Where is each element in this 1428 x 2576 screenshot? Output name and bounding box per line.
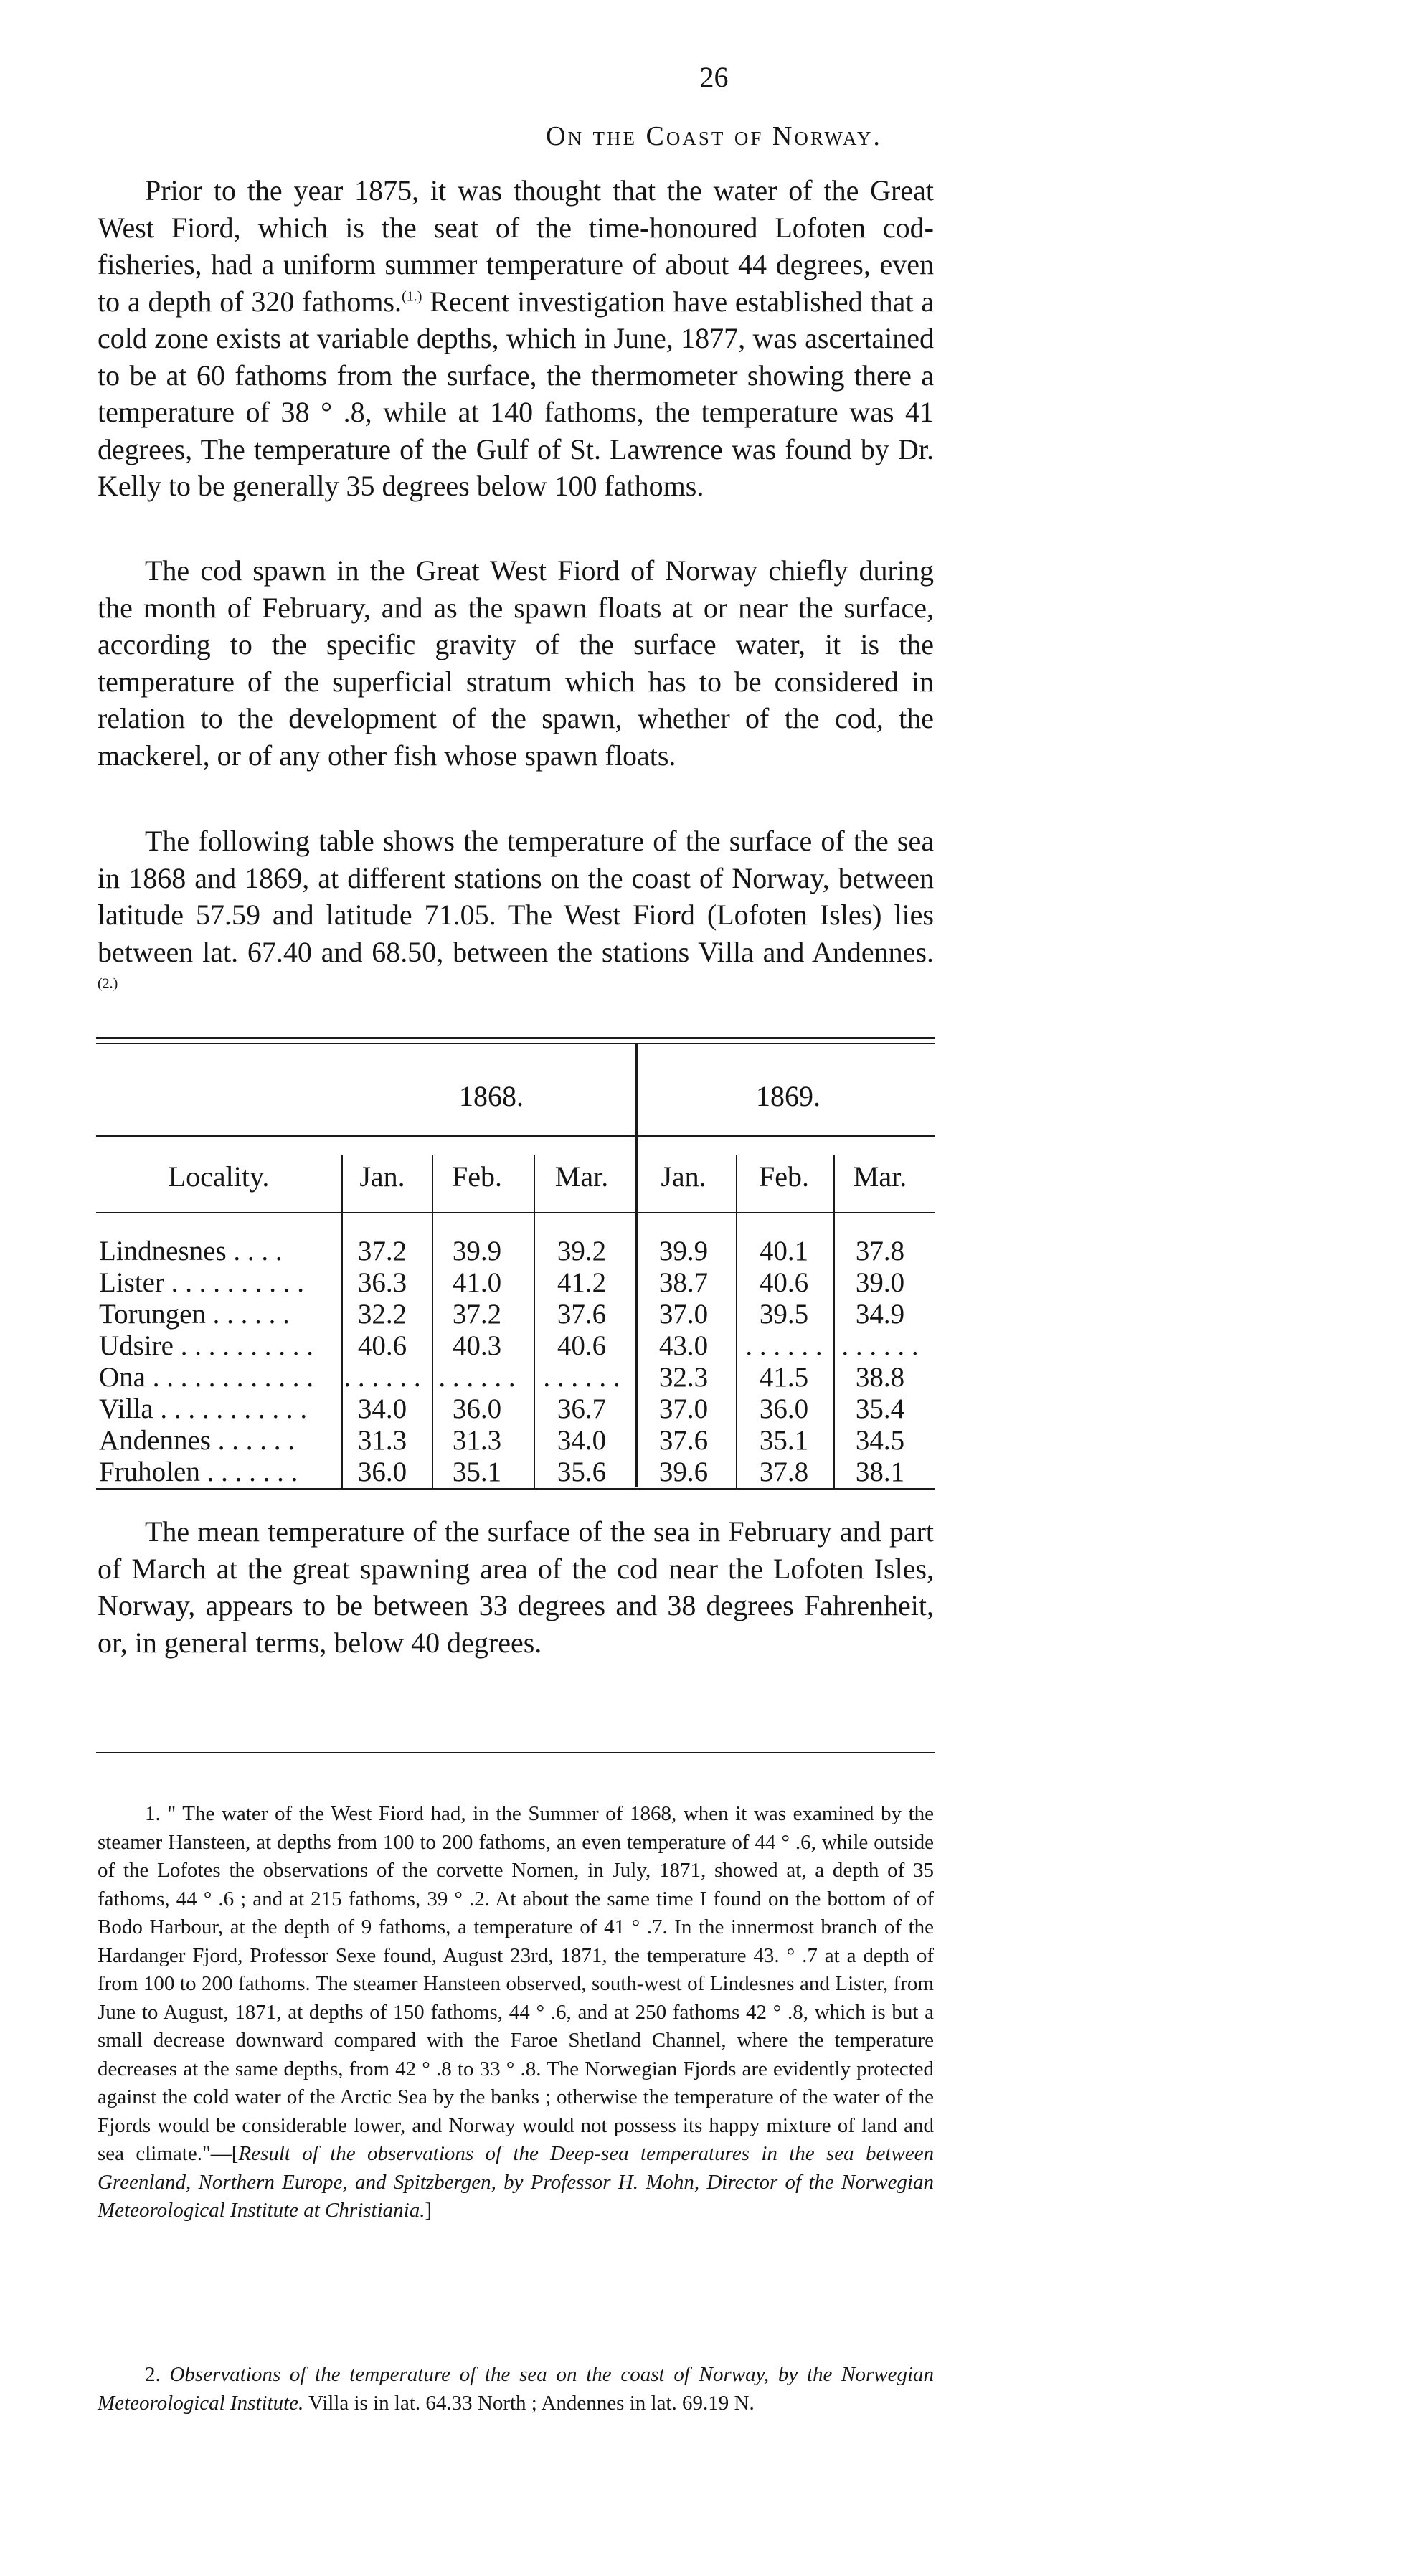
table-cell: 39.9 [658,1236,709,1266]
col-1869-mar: Mar. [853,1160,907,1193]
paragraph-1-continuation: Recent investigation have established that a cold zone exists at variable depths, which in June, 1877, was ascertained to be at 60 fathoms from the surface, the thermometer showing there a temperature of 38 ° .8, while at 140 fathoms, the temperature was 41 degrees, The temperature of the Gulf of St. Lawrence was found by Dr. Kelly to be generally 35 degrees below 100 fathoms. [98,285,935,502]
footnote-ref-1[interactable]: (1.) [402,288,422,305]
page-heading: On the Coast of Norway. [546,121,882,151]
table-cell: 37.8 [759,1457,809,1487]
table-cell: 36.0 [357,1457,407,1487]
table-cell: 34.0 [357,1393,407,1424]
footnote-ref-2[interactable]: (2.) [98,975,118,992]
row-locality: Lindnesnes . . . . [99,1236,283,1266]
year-divider [635,1044,638,1487]
table-cell: 34.9 [855,1299,905,1330]
table-cell: 37.2 [357,1236,407,1266]
table-cell: 32.3 [658,1362,709,1393]
table-cell: 38.7 [658,1267,709,1298]
table-cell: 39.6 [658,1457,709,1487]
table-cell: 39.5 [759,1299,809,1330]
table-cell: 34.0 [557,1425,607,1456]
table-cell: 39.9 [452,1236,502,1266]
table-cell: 40.6 [759,1267,809,1298]
paragraph-1-text: Prior to the year 1875, it was thought that the water of the Great West Fiord, which is the seat of the time-honoured Lofoten cod-fisheries, had a uniform summer temperature of about 44 degrees, even to a depth of 320 fathoms. [98,174,934,318]
table-cell: 37.8 [855,1236,905,1266]
table-cell: . . . . . . [344,1362,421,1393]
table-cell: 41.5 [759,1362,809,1393]
row-locality: Fruholen . . . . . . . [99,1457,298,1487]
table-cell: 37.6 [557,1299,607,1330]
paragraph-3 [98,823,934,1008]
row-locality: Villa . . . . . . . . . . . [99,1393,308,1424]
table-cell: 38.1 [855,1457,905,1487]
table-cell: 32.2 [357,1299,407,1330]
footnote-2-citation: Observations of the temperature of the sea on the coast of Norway, by the Norwegian Meteorological Institute. [98,2363,934,2415]
table-cell: . . . . . . [543,1362,620,1393]
table-top-rule-thin [96,1043,935,1044]
footnote-2-text: Villa is in lat. 64.33 North ; Andennes in lat. 69.19 N. [303,2391,755,2415]
table-cell: 35.1 [452,1457,502,1487]
col-sep-4 [736,1155,737,1488]
table-cell: 39.0 [855,1267,905,1298]
col-1869-jan: Jan. [661,1160,706,1193]
footnote-1-close: ] [425,2199,432,2222]
table-cell: . . . . . . [841,1330,919,1361]
table-cell: 41.0 [452,1267,502,1298]
footnote-1 [98,1800,934,2225]
footnote-1-citation: Result of the observations of the Deep-sea temperatures in the sea between Greenland, Northern Europe, and Spitzbergen, by Professor H. Mohn, Director of the Norwegian Meteorological Institute at Christiania. [98,2142,934,2222]
table-cell: 39.2 [557,1236,607,1266]
footnote-separator [96,1752,935,1753]
locality-header: Locality. [168,1160,270,1193]
year-1869: 1869. [756,1080,821,1112]
col-1868-jan: Jan. [359,1160,405,1193]
table-cell: 37.0 [658,1299,709,1330]
col-sep-5 [833,1155,835,1488]
header-rule [96,1135,935,1137]
row-locality: Torungen . . . . . . [99,1299,290,1330]
table-cell: 36.0 [452,1393,502,1424]
table-cell: 43.0 [658,1330,709,1361]
table-cell: 31.3 [357,1425,407,1456]
table-cell: 36.0 [759,1393,809,1424]
page-number: 26 [699,61,729,93]
table-cell: 37.6 [658,1425,709,1456]
footnote-1-number: 1. [145,1802,161,1825]
table-cell: 35.1 [759,1425,809,1456]
table-cell: 34.5 [855,1425,905,1456]
paragraph-1 [98,172,934,505]
table-cell: 36.3 [357,1267,407,1298]
table-cell: 38.8 [855,1362,905,1393]
row-locality: Ona . . . . . . . . . . . . [99,1362,313,1393]
table-cell: 35.6 [557,1457,607,1487]
table-cell: 41.2 [557,1267,607,1298]
footnote-2-number: 2. [145,2363,161,2386]
paragraph-4: The mean temperature of the surface of the sea in February and part of March at the great spawning area of the cod near the Lofoten Isles, Norway, appears to be between 33 degrees and 38 degrees Fahrenheit, or, in general terms, below 40 degrees. [98,1515,934,1659]
year-1868: 1868. [459,1080,524,1112]
row-locality: Andennes . . . . . . [99,1425,295,1456]
row-locality: Udsire . . . . . . . . . . [99,1330,313,1361]
table-cell: 31.3 [452,1425,502,1456]
table-bottom-rule [96,1488,935,1490]
row-locality: Lister . . . . . . . . . . [99,1267,304,1298]
table-cell: 35.4 [855,1393,905,1424]
footnote-2 [98,2361,934,2418]
table-cell: 37.0 [658,1393,709,1424]
table-cell: . . . . . . [438,1362,516,1393]
table-cell: 37.2 [452,1299,502,1330]
col-sep-2 [432,1155,433,1488]
col-1869-feb: Feb. [759,1160,809,1193]
table-top-rule [96,1037,935,1039]
col-1868-feb: Feb. [452,1160,502,1193]
col-1868-mar: Mar. [554,1160,609,1193]
table-cell: 36.7 [557,1393,607,1424]
paragraph-2: The cod spawn in the Great West Fiord of Norway chiefly during the month of February, and as the spawn floats at or near the surface, according to the specific gravity of the surface water, it is the temperature of the superficial stratum which has to be considered in relation to the development of the spawn, whether of the cod, the mackerel, or of any other fish whose spawn floats. [98,554,934,772]
table-cell: 40.6 [357,1330,407,1361]
table-cell: 40.3 [452,1330,502,1361]
table-cell: 40.6 [557,1330,607,1361]
table-cell: 40.1 [759,1236,809,1266]
col-sep-3 [534,1155,535,1488]
paragraph-3-text: The following table shows the temperature of the surface of the sea in 1868 and 1869, at different stations on the coast of Norway, between latitude 57.59 and latitude 71.05. The West Fiord (Lofoten Isles) lies between lat. 67.40 and 68.50, between the stations Villa and Andennes. [98,825,934,968]
table-cell: . . . . . . [745,1330,823,1361]
footnote-1-text: " The water of the West Fiord had, in the Summer of 1868, when it was examined by the steamer Hansteen, at depths from 100 to 200 fathoms, an even temperature of 44 ° .6, while outside of the Lofotes the observations of the corvette Nornen, in July, 1871, showed at, a depth of 35 fathoms, 44 ° .6 ; and at 215 fathoms, 39 ° .2. At about the same time I found on the bottom of of Bodo Harbour, at the depth of 9 fathoms, a temperature of 41 ° .7. In the innermost branch of the Hardanger Fjord, Professor Sexe found, August 23rd, 1871, the temperature 43. ° .7 at a depth of from 100 to 200 fathoms. The steamer Hansteen observed, south-west of Lindesnes and Lister, from June to August, 1871, at depths of 150 fathoms, 44 ° .6, and at 250 fathoms 42 ° .8, which is but a small decrease downward compared with the Faroe Shetland Channel, where the temperature decreases at the same depths, from 42 ° .8 to 33 ° .8. The Norwegian Fjords are evidently protected against the cold water of the Arctic Sea by the banks ; otherwise the temperature of the water of the Fjords would be considerable lower, and Norway would not possess its happy mixture of land and sea climate."—[ [98,1802,935,2165]
colhead-rule [96,1212,935,1213]
